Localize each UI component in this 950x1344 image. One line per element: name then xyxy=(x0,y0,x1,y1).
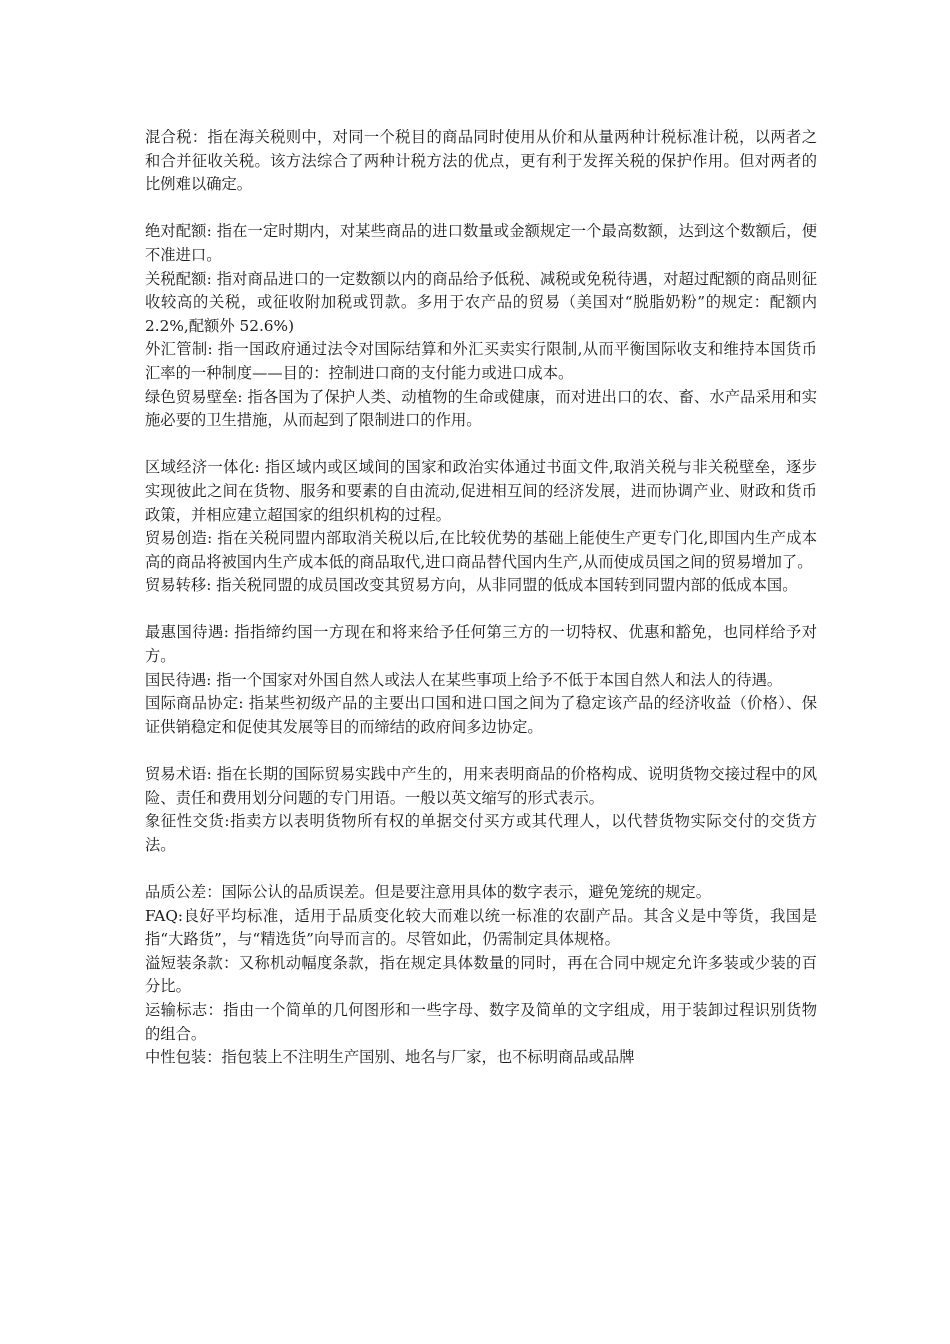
section-gap xyxy=(145,433,817,457)
paragraph: 绝对配额: 指在一定时期内，对某些商品的进口数量或金额规定一个最高数额，达到这个数额后，便不准进口。 xyxy=(145,222,817,264)
paragraph: 外汇管制: 指一国政府通过法令对国际结算和外汇买卖实行限制,从而平衡国际收支和维持本国货币汇率的一种制度——目的：控制进口商的支付能力或进口成本。 xyxy=(145,340,817,382)
paragraph: 国际商品协定: 指某些初级产品的主要出口国和进口国之间为了稳定该产品的经济收益（价格）、保证供销稳定和促使其发展等目的而缔结的政府间多边协定。 xyxy=(145,694,817,736)
section-gap xyxy=(145,857,817,881)
section-regional-integration xyxy=(145,456,817,598)
section-trade-terms xyxy=(145,763,817,857)
paragraph: 运输标志：指由一个简单的几何图形和一些字母、数字及简单的文字组成，用于装卸过程识别货物的组合。 xyxy=(145,1000,817,1043)
paragraph: 最惠国待遇: 指指缔约国一方现在和将来给予任何第三方的一切特权、优惠和豁免，也同样给予对方。 xyxy=(145,623,817,666)
paragraph: 贸易术语: 指在长期的国际贸易实践中产生的，用来表明商品的价格构成、说明货物交接过程中的风险、责任和费用划分问题的专门用语。一般以英文缩写的形式表示。 xyxy=(145,765,817,807)
paragraph: 品质公差：国际公认的品质误差。但是要注意用具体的数字表示，避免笼统的规定。 xyxy=(145,883,711,901)
paragraph: 贸易转移: 指关税同盟的成员国改变其贸易方向，从非同盟的低成本国转到同盟内部的低成本国。 xyxy=(145,576,798,595)
document-body xyxy=(145,126,817,1070)
section-mixed-duty xyxy=(145,126,817,197)
paragraph: 溢短装条款：又称机动幅度条款，指在规定具体数量的同时，再在合同中规定允许多装或少装的百分比。 xyxy=(145,953,817,996)
paragraph: 国民待遇: 指一个国家对外国自然人或法人在某些事项上给予不低于本国自然人和法人的待遇。 xyxy=(145,670,783,689)
section-treatment xyxy=(145,621,817,739)
paragraph: 混合税：指在海关税则中，对同一个税目的商品同时使用从价和从量两种计税标准计税，以两者之和合并征收关税。该方法综合了两种计税方法的优点，更有利于发挥关税的保护作用。但对两者的比例难以确定。 xyxy=(145,128,817,194)
section-gap xyxy=(145,739,817,763)
section-gap xyxy=(145,197,817,221)
paragraph: 象征性交货:指卖方以表明货物所有权的单据交付买方或其代理人，以代替货物实际交付的交货方法。 xyxy=(145,812,817,854)
paragraph: 中性包装：指包装上不注明生产国别、地名与厂家，也不标明商品或品牌 xyxy=(145,1048,635,1067)
paragraph: FAQ:良好平均标准，适用于品质变化较大而难以统一标准的农副产品。其含义是中等货，我国是指“大路货”，与“精选货”向导而言的。尽管如此，仍需制定具体规格。 xyxy=(145,906,817,949)
paragraph: 区域经济一体化: 指区域内或区域间的国家和政治实体通过书面文件,取消关税与非关税壁垒，逐步实现彼此之间在货物、服务和要素的自由流动,促进相互间的经济发展，进而协调产业、财政和货币政策，并相应建立超国家的组织机构的过程。 xyxy=(145,458,817,524)
paragraph: 绿色贸易壁垒: 指各国为了保护人类、动植物的生命或健康，而对进出口的农、畜、水产品采用和实施必要的卫生措施，从而起到了限制进口的作用。 xyxy=(145,387,817,430)
section-quality-packaging xyxy=(145,881,817,1070)
paragraph: 贸易创造: 指在关税同盟内部取消关税以后,在比较优势的基础上能使生产更专门化,即国内生产成本高的商品将被国内生产成本低的商品取代,进口商品替代国内生产,从而使成员国之间的贸易增加了。 xyxy=(145,529,817,571)
section-quota-barriers xyxy=(145,220,817,432)
section-gap xyxy=(145,598,817,622)
paragraph: 关税配额: 指对商品进口的一定数额以内的商品给予低税、减税或免税待遇，对超过配额的商品则征收较高的关税，或征收附加税或罚款。多用于农产品的贸易（美国对“脱脂奶粉”的规定：配额内 2.2%,配额外 52.6%) xyxy=(145,269,817,335)
